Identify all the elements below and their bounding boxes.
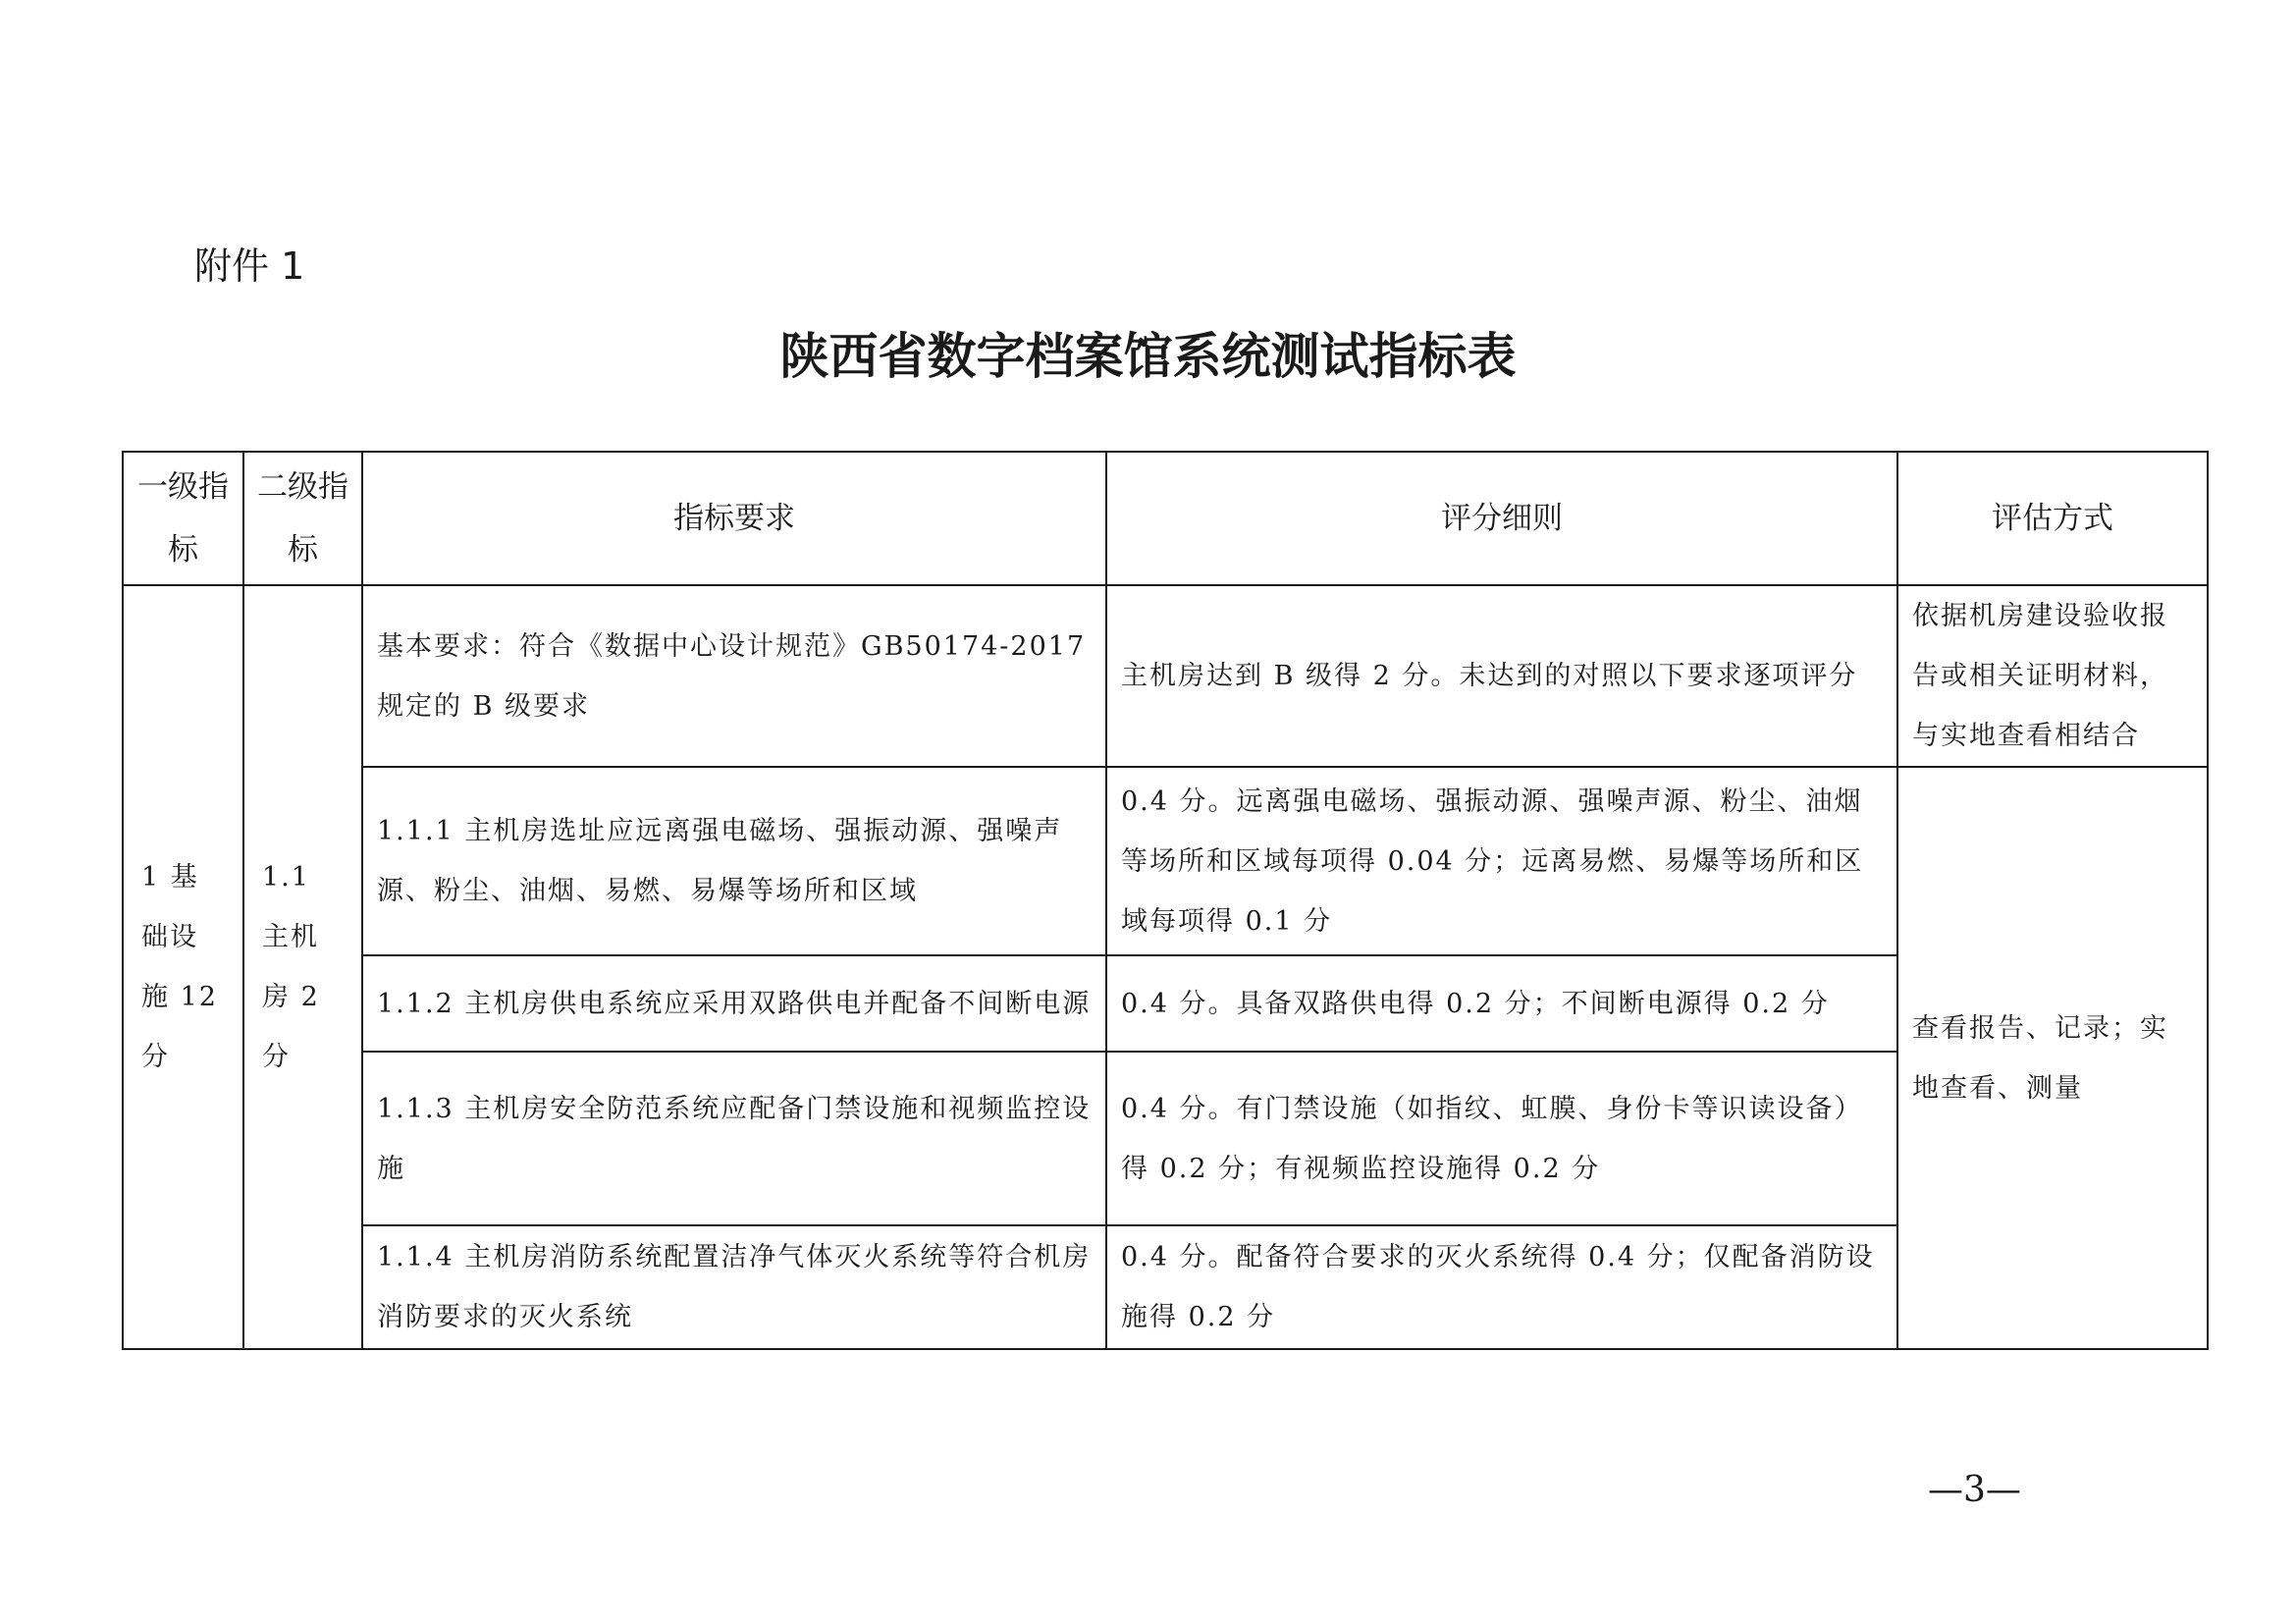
table-row — [123, 955, 2208, 1052]
page-number: —3— — [1928, 1470, 2021, 1510]
table-row — [123, 1052, 2208, 1225]
method-cell: 依据机房建设验收报告或相关证明材料，与实地查看相结合 — [1897, 585, 2208, 767]
indicator-table — [122, 451, 2209, 1350]
attachment-label: 附件 1 — [194, 244, 305, 288]
header-requirement: 指标要求 — [362, 452, 1106, 585]
requirement-cell: 1.1.2 主机房供电系统应采用双路供电并配备不间断电源 — [362, 955, 1106, 1052]
header-scoring: 评分细则 — [1106, 452, 1897, 585]
method-cell-merged: 查看报告、记录；实地查看、测量 — [1897, 767, 2208, 1349]
table-row — [123, 1225, 2208, 1349]
level2-cell: 1.1 主机房 2 分 — [243, 585, 362, 1349]
level1-cell: 1 基础设施 12 分 — [123, 585, 243, 1349]
page-title: 陕西省数字档案馆系统测试指标表 — [779, 328, 1517, 385]
header-level1: 一级指标 — [123, 452, 243, 585]
scoring-cell: 0.4 分。远离强电磁场、强振动源、强噪声源、粉尘、油烟等场所和区域每项得 0.04 分；远离易燃、易爆等场所和区域每项得 0.1 分 — [1106, 767, 1897, 955]
scoring-cell: 0.4 分。配备符合要求的灭火系统得 0.4 分；仅配备消防设施得 0.2 分 — [1106, 1225, 1897, 1349]
scoring-cell: 0.4 分。有门禁设施（如指纹、虹膜、身份卡等识读设备）得 0.2 分；有视频监控设施得 0.2 分 — [1106, 1052, 1897, 1225]
header-method: 评估方式 — [1897, 452, 2208, 585]
scoring-cell: 0.4 分。具备双路供电得 0.2 分；不间断电源得 0.2 分 — [1106, 955, 1897, 1052]
requirement-cell: 1.1.3 主机房安全防范系统应配备门禁设施和视频监控设施 — [362, 1052, 1106, 1225]
requirement-cell: 1.1.4 主机房消防系统配置洁净气体灭火系统等符合机房消防要求的灭火系统 — [362, 1225, 1106, 1349]
table-header-row — [123, 452, 2208, 585]
scoring-cell: 主机房达到 B 级得 2 分。未达到的对照以下要求逐项评分 — [1106, 585, 1897, 767]
table-row — [123, 767, 2208, 955]
requirement-cell: 基本要求：符合《数据中心设计规范》GB50174-2017 规定的 B 级要求 — [362, 585, 1106, 767]
table-row — [123, 585, 2208, 767]
requirement-cell: 1.1.1 主机房选址应远离强电磁场、强振动源、强噪声源、粉尘、油烟、易燃、易爆等场所和区域 — [362, 767, 1106, 955]
header-level2: 二级指标 — [243, 452, 362, 585]
